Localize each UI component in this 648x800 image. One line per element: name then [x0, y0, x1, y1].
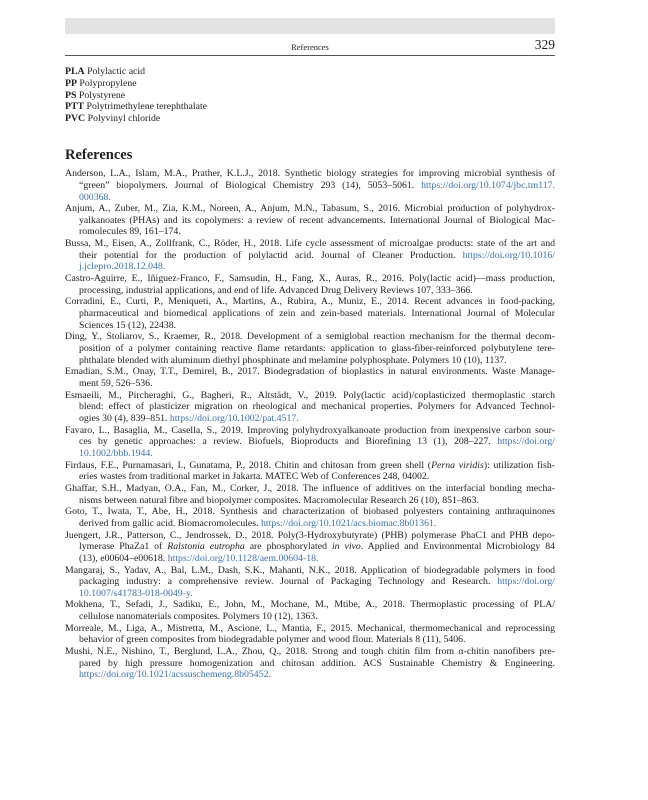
doi-link[interactable]: https://doi.org/10.1021/acs.biomac.8b01361.: [261, 517, 437, 529]
reference-line: [65, 331, 555, 343]
reference-line-text: [79, 634, 466, 645]
reference-line: [79, 261, 555, 273]
reference-line-text: [79, 553, 318, 564]
abbreviation-definition: Polytrimethylene terephthalate: [86, 101, 208, 113]
reference-line-text: [79, 285, 473, 296]
reference-line-text: [65, 646, 555, 657]
abbreviation-definition: Polylactic acid: [87, 66, 146, 77]
reference-text: . Applied and Environmental Microbiology 84: [360, 541, 555, 553]
doi-link[interactable]: 10.1007/s41783-018-0049-y.: [79, 587, 193, 599]
reference-text: Castro-Aguirre, E., Iñiguez-Franco, F., Samsudin, H., Fang, X., Auras, R., 2016. Poly(lactic acid)—mass production,: [65, 273, 555, 285]
reference-line-text: [79, 355, 507, 366]
reference-entry: [65, 530, 555, 565]
reference-line: [79, 553, 555, 565]
reference-line-text: [79, 378, 152, 389]
doi-link[interactable]: https://doi.org/: [497, 436, 555, 448]
reference-line: [79, 401, 555, 413]
reference-list: [65, 168, 555, 681]
reference-line: [65, 565, 555, 577]
doi-link[interactable]: https://doi.org/10.1016/: [462, 249, 555, 261]
abbreviation-term: PS: [65, 89, 77, 101]
reference-line: [65, 273, 555, 285]
reference-line: [65, 366, 555, 378]
reference-line-text: [65, 168, 555, 179]
reference-line-text: [65, 366, 555, 377]
reference-text: ): utilization fish-: [483, 459, 555, 471]
reference-line-text: [65, 565, 555, 576]
reference-text: Emadian, S.M., Onay, T.T., Demirel, B., 2017. Biodegradation of bioplastics in natural environments. Waste Manage-: [65, 366, 555, 378]
reference-entry: [65, 483, 555, 506]
reference-text: are phosphorylated: [244, 541, 332, 553]
reference-line-text: [79, 448, 153, 459]
reference-line-text: [79, 471, 429, 482]
reference-line-text: [79, 611, 318, 622]
references-heading: References: [65, 147, 133, 163]
reference-line: [65, 530, 555, 542]
reference-line: [65, 168, 555, 180]
reference-line-text: [79, 588, 193, 599]
header-rule: [65, 55, 555, 56]
reference-line-text: [79, 413, 299, 424]
reference-text: Firdaus, F.E., Purnamasari, I., Gunatama, P., 2018. Chitin and chitosan from green shell (: [65, 459, 432, 471]
reference-line: [79, 436, 555, 448]
reference-text: Ghaffar, S.H., Madyan, O.A., Fan, M., Corker, J., 2018. The influence of additives on the interfacial bonding mecha-: [65, 482, 555, 494]
reference-text: phthalate blended with aluminum diethyl phosphinate and melamine polyphosphate. Polymers 10 (10), 1137.: [79, 354, 507, 366]
reference-entry: [65, 565, 555, 600]
reference-line-text: [79, 576, 555, 587]
reference-line-text: [79, 308, 555, 319]
abbreviation-definition: Polystyrene: [78, 89, 126, 101]
reference-line: [79, 541, 555, 553]
reference-entry: [65, 238, 555, 273]
reference-line-text: [65, 460, 555, 471]
abbreviation-definition: Polyvinyl chloride: [87, 113, 161, 124]
abbreviation-term: PP: [65, 77, 77, 89]
italic-text: Ralstonia eutropha: [167, 541, 245, 553]
reference-line: [79, 669, 555, 681]
reference-line: [79, 180, 555, 192]
reference-entry: [65, 168, 555, 203]
reference-text: behavior of green composites from biodegradable polymer and wood flour. Materials 8 (11), 5406.: [79, 634, 466, 646]
reference-text: romolecules 89, 161–174.: [79, 226, 181, 238]
reference-text: cellulose nanomaterials composites. Polymers 10 (12), 1363.: [79, 611, 318, 623]
abbreviation-item: [65, 113, 555, 125]
reference-text: Corradini, E., Curti, P., Meniqueti, A., Martins, A., Rubira, A., Muniz, E., 2014. Recent advances in food-packing,: [65, 296, 555, 308]
reference-line: [65, 646, 555, 658]
reference-line-text: [65, 390, 555, 401]
reference-line: [65, 203, 555, 215]
reference-line-text: [79, 401, 555, 412]
reference-line: [79, 192, 555, 204]
reference-line: [79, 495, 555, 507]
reference-line: [65, 390, 555, 402]
reference-line-text: [79, 192, 111, 203]
reference-line: [79, 611, 555, 623]
reference-line: [65, 506, 555, 518]
doi-link[interactable]: https://doi.org/10.1128/aem.00604-18.: [167, 552, 319, 564]
reference-text: blend: effect of plasticizer migration on rheological and mechanical properties. Polymers for Advanced Technol-: [79, 401, 555, 413]
reference-entry: [65, 425, 555, 460]
reference-text: Juengert, J.R., Patterson, C., Jendrossek, D., 2018. Poly(3-Hydroxybutyrate) (PHB) polymerase PhaC1 and PHB depo-: [65, 529, 555, 541]
reference-entry: [65, 506, 555, 529]
reference-text: Mokhena, T., Sefadi, J., Sadiku, E., John, M., Mochane, M., Mtibe, A., 2018. Thermoplastic processing of PLA/: [65, 599, 555, 611]
reference-line-text: [79, 226, 181, 237]
reference-line: [79, 634, 555, 646]
reference-line-text: [65, 530, 555, 541]
reference-text: position of a polymer containing reactive flame retardants: application to glass-fiber-reinforced polybutylene tere-: [79, 343, 555, 355]
reference-line-text: [79, 518, 436, 529]
reference-line: [79, 355, 555, 367]
reference-text: ogies 30 (4), 839–851.: [79, 412, 170, 424]
reference-line-text: [65, 483, 555, 494]
reference-entry: [65, 599, 555, 622]
reference-text: eries wastes from traditional market in Jakarta. MATEC Web of Conferences 248, 04002.: [79, 471, 430, 483]
reference-text: Mangaraj, S., Yadav, A., Bal, L.M., Dash, S.K., Mahanti, N.K., 2018. Application of biodegradable polymers in food: [65, 564, 555, 576]
reference-text: processing, industrial applications, and end of life. Advanced Drug Delivery Reviews 107, 333–366.: [79, 284, 473, 296]
reference-entry: [65, 623, 555, 646]
abbreviation-term: PVC: [65, 113, 86, 124]
doi-link[interactable]: j.jclepro.2018.12.048.: [79, 261, 166, 273]
abbreviation-term: PTT: [65, 101, 85, 113]
abbreviation-item: [65, 78, 555, 90]
reference-line-text: [79, 215, 555, 226]
reference-text: Esmaeili, M., Pircheraghi, G., Bagheri, R., Altstädt, V., 2019. Poly(lactic acid)/coplasticized thermoplastic starch: [65, 389, 555, 401]
abbreviation-item: [65, 90, 555, 102]
reference-line: [79, 588, 555, 600]
reference-line-text: [79, 436, 555, 447]
reference-text: nisms between natural fibre and biopolymer composites. Macromolecular Research 26 (10), 851–863.: [79, 494, 479, 506]
reference-line: [79, 448, 555, 460]
reference-line: [79, 285, 555, 297]
reference-line: [79, 226, 555, 238]
reference-line-text: [65, 623, 555, 634]
reference-line: [79, 215, 555, 227]
reference-line: [79, 308, 555, 320]
reference-line-text: [65, 506, 555, 517]
reference-line-text: [65, 599, 555, 610]
reference-text: Sciences 15 (12), 22438.: [79, 319, 177, 331]
reference-line: [65, 296, 555, 308]
reference-line-text: [79, 541, 555, 552]
header-band: [65, 18, 555, 34]
reference-line-text: [79, 495, 479, 506]
reference-text: “green” biopolymers. Journal of Biological Chemistry 293 (14), 5053–5061.: [79, 179, 422, 191]
reference-line-text: [79, 261, 165, 272]
doi-link[interactable]: https://doi.org/10.1021/acssuschemeng.8b05452.: [79, 669, 271, 681]
reference-text: Anjum, A., Zuber, M., Zia, K.M., Noreen, A., Anjum, M.N., Tabasum, S., 2016. Microbial production of polyhydrox-: [65, 203, 555, 215]
reference-entry: [65, 203, 555, 238]
abbreviation-item: [65, 101, 555, 113]
reference-text: yalkanoates (PHAs) and its copolymers: a review of recent advancements. International Journal of Biological Mac-: [79, 214, 555, 226]
reference-text: ment 59, 526–536.: [79, 378, 153, 389]
reference-text: derived from gallic acid. Biomacromolecules.: [79, 517, 261, 529]
reference-line-text: [79, 180, 555, 191]
reference-entry: [65, 390, 555, 425]
reference-line-text: [65, 238, 555, 249]
reference-line-text: [79, 343, 555, 354]
reference-entry: [65, 296, 555, 331]
reference-entry: [65, 331, 555, 366]
reference-text: Bussa, M., Eisen, A., Zollfrank, C., Röder, H., 2018. Life cycle assessment of microalgae products: state of the art and: [65, 238, 555, 250]
reference-entry: [65, 646, 555, 681]
page-number: 329: [534, 37, 555, 52]
abbreviation-definition: Polypropylene: [79, 77, 137, 89]
reference-line: [79, 413, 555, 425]
reference-line: [79, 471, 555, 483]
abbreviation-term: PLA: [65, 66, 85, 77]
reference-line-text: [79, 320, 176, 331]
reference-text: Ding, Y., Stoliarov, S., Kraemer, R., 2018. Development of a semiglobal reaction mechanism for the thermal decom-: [65, 331, 555, 343]
reference-line-text: [65, 203, 555, 214]
italic-text: Perna viridis: [431, 459, 484, 471]
reference-line-text: [79, 658, 555, 669]
reference-line: [65, 238, 555, 250]
doi-link[interactable]: 000368.: [79, 191, 111, 203]
reference-text: pared by high pressure homogenization and chitosan addition. ACS Sustainable Chemistry & Engineering.: [79, 657, 555, 669]
reference-text: Mushi, N.E., Nishino, T., Berglund, L.A., Zhou, Q., 2018. Strong and tough chitin film from α-chitin nanofibers pre-: [65, 646, 555, 658]
reference-line-text: [65, 296, 555, 307]
reference-entry: [65, 460, 555, 483]
reference-line: [65, 623, 555, 635]
reference-text: packaging industry: a comprehensive review. Journal of Packaging Technology and Research.: [79, 576, 498, 588]
reference-line: [79, 250, 555, 262]
reference-entry: [65, 366, 555, 389]
reference-line-text: [65, 273, 555, 284]
reference-text: Morreale, M., Liga, A., Mistretta, M., Ascione, L., Mantia, F., 2015. Mechanical, thermomechanical and reprocessing: [65, 622, 555, 634]
abbreviation-item: [65, 66, 555, 78]
italic-text: in vivo: [331, 541, 361, 553]
doi-link[interactable]: 10.1002/bbb.1944.: [79, 447, 153, 459]
reference-line: [79, 343, 555, 355]
reference-text: their potential for the production of polylactid acid. Journal of Cleaner Production.: [79, 249, 463, 261]
reference-text: lymerase PhaZa1 of: [79, 541, 168, 553]
doi-link[interactable]: https://doi.org/10.1002/pat.4517.: [169, 412, 299, 424]
reference-entry: [65, 273, 555, 296]
reference-text: pharmaceutical and biomedical applications of zein and zein-based materials. International Journal of Molecular: [79, 308, 555, 320]
reference-line: [65, 460, 555, 472]
reference-line: [79, 518, 555, 530]
reference-line: [79, 320, 555, 332]
reference-text: Favaro, L., Basaglia, M., Casella, S., 2019. Improving polyhydroxyalkanoate production from inexpensive carbon sour-: [65, 424, 555, 436]
reference-line-text: [79, 250, 555, 261]
running-head: References: [291, 42, 329, 52]
reference-line-text: [79, 669, 271, 680]
reference-text: Goto, T., Iwata, T., Abe, H., 2018. Synthesis and characterization of biobased polyesters containing anthraquinones: [65, 506, 555, 518]
reference-line-text: [65, 425, 555, 436]
doi-link[interactable]: https://doi.org/10.1074/jbc.tm117.: [421, 179, 555, 191]
reference-line: [65, 483, 555, 495]
reference-line: [79, 658, 555, 670]
reference-line: [65, 599, 555, 611]
reference-text: (13), e00604–e00618.: [79, 552, 168, 564]
reference-line-text: [65, 331, 555, 342]
reference-text: ces by genetic approaches: a review. Biofuels, Bioproducts and Biorefining 13 (1), 208–227.: [79, 436, 498, 448]
reference-line: [79, 378, 555, 390]
reference-text: Anderson, L.A., Islam, M.A., Prather, K.L.J., 2018. Synthetic biology strategies for improving microbial synthesis of: [65, 168, 555, 180]
reference-line: [79, 576, 555, 588]
abbreviation-list: [65, 66, 555, 125]
reference-line: [65, 425, 555, 437]
doi-link[interactable]: https://doi.org/: [497, 576, 555, 588]
